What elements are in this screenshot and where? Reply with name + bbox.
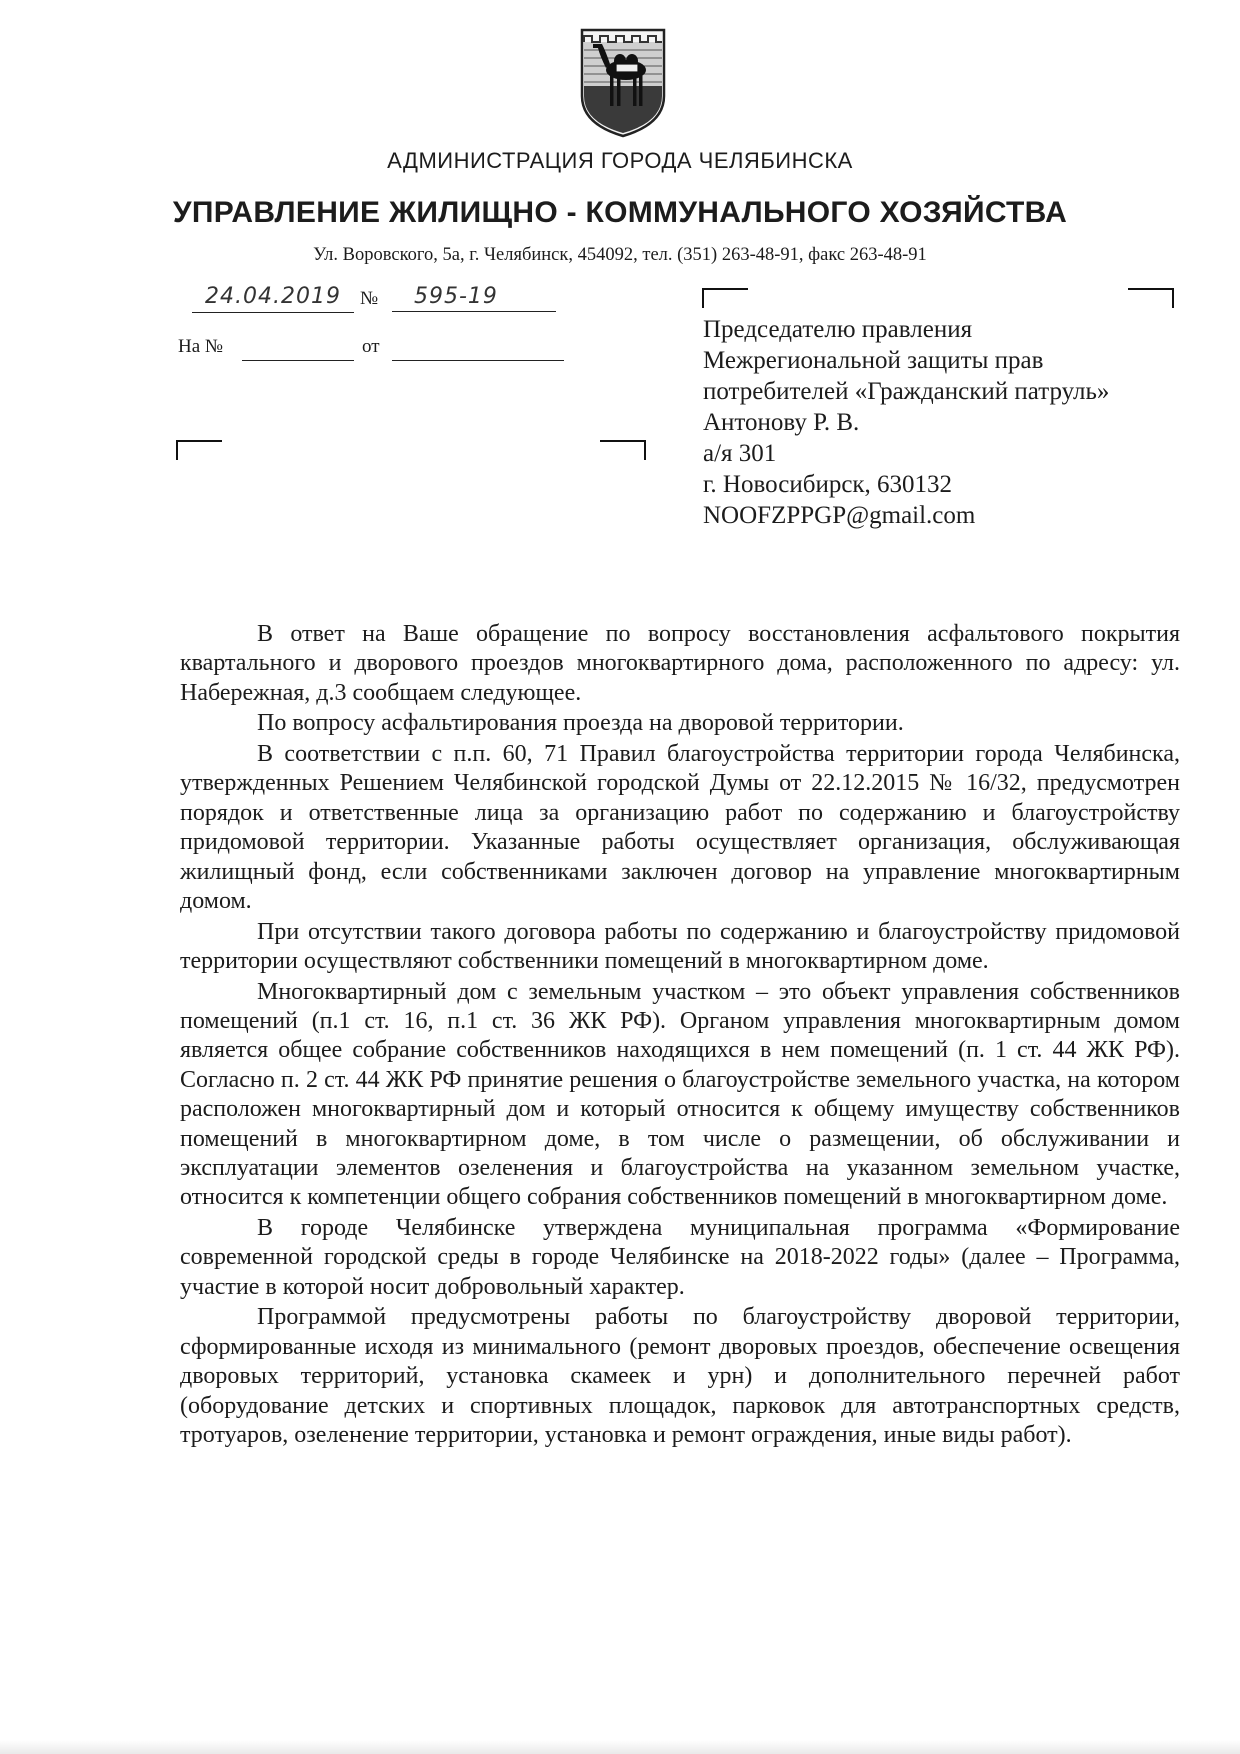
addressee-corner-right (1128, 288, 1174, 308)
addressee-line: г. Новосибирск, 630132 (703, 471, 953, 498)
department-address: Ул. Воровского, 5а, г. Челябинск, 454092, тел. (351) 263-48-91, факс 263-48-91 (313, 245, 927, 265)
body-paragraph: По вопросу асфальтирования проезда на дворовой территории. (257, 710, 904, 737)
left-block-corner-left (176, 440, 222, 460)
department-name: УПРАВЛЕНИЕ ЖИЛИЩНО - КОММУНАЛЬНОГО ХОЗЯЙСТВА (172, 196, 1068, 229)
outgoing-date: 24.04.2019 (192, 282, 354, 313)
addressee-line: Межрегиональной защиты прав (703, 347, 1044, 374)
body-paragraph: В ответ на Ваше обращение по вопросу восстановления асфальтового покрытия квартального и дворового проездов многоквартирного дома, расположенного по адресу: ул. Набережная, д.3 сообщаем следующее. (180, 621, 1180, 706)
addressee-line: Председателю правления (703, 316, 973, 343)
outgoing-number: 595-19 (392, 282, 556, 312)
addressee-corner-left (702, 288, 748, 308)
body-paragraph: При отсутствии такого договора работы по содержанию и благоустройству придомовой территории осуществляют собственники помещений в многоквартирном доме. (180, 918, 1180, 975)
body-paragraph: Многоквартирный дом с земельным участком – это объект управления собственников помещений (п.1 ст. 16, п.1 ст. 36 ЖК РФ). Органом управления многоквартирным домом является общее собрание собственников находящихся в нем помещений (п. 1 ст. 44 ЖК РФ). Согласно п. 2 ст. 44 ЖК РФ принятие решения о благоустройстве земельного участка, на котором расположен многоквартирный дом и который относится к общему имуществу собственников помещений в многоквартирном доме, в том числе о размещении, об обслуживании и эксплуатации элементов озеленения и благоустройства на указанном земельном участке, относится к компетенции общего собрания собственников помещений в многоквартирном доме. (180, 978, 1180, 1211)
reference-number-line (242, 360, 354, 361)
body-paragraph: В соответствии с п.п. 60, 71 Правил благоустройства территории города Челябинска, утвержденных Решением Челябинской городской Думы от 22.12.2015 № 16/32, предусмотрен порядок и ответственные лица за организацию работ по содержанию и благоустройству придомовой территории. Указанные работы осуществляет организация, обслуживающая жилищный фонд, если собственниками заключен договор на управление многоквартирным домом. (180, 741, 1180, 915)
scan-edge (0, 1740, 1240, 1754)
body-paragraph: Программой предусмотрены работы по благоустройству дворовой территории, сформированные исходя из минимального (ремонт дворовых проездов, обеспечение освещения дворовых территорий, установка скамеек и урн) и дополнительного перечней работ (оборудование детских и спортивных площадок, парковок для автотранспортных средств, тротуаров, озеленение территории, установка и ремонт ограждения, иные виды работ). (180, 1304, 1180, 1449)
reference-number-label: На № (178, 336, 224, 357)
addressee-email: NOOFZPPGP@gmail.com (703, 502, 976, 529)
coat-of-arms-icon (578, 26, 668, 138)
reference-date-line (392, 360, 564, 361)
addressee-line: потребителей «Гражданский патруль» (703, 378, 1110, 405)
number-sign-label: № (360, 288, 379, 309)
addressee-line: а/я 301 (703, 440, 777, 467)
reference-date-label: от (362, 336, 380, 357)
letter-body (180, 620, 1180, 1452)
addressee-block (703, 314, 1223, 531)
administration-name: АДМИНИСТРАЦИЯ ГОРОДА ЧЕЛЯБИНСКА (387, 148, 853, 173)
left-block-corner-right (600, 440, 646, 460)
body-paragraph: В городе Челябинске утверждена муниципальная программа «Формирование современной городской среды в городе Челябинске на 2018-2022 годы» (далее – Программа, участие в которой носит добровольный характер. (180, 1215, 1180, 1300)
addressee-line: Антонову Р. В. (703, 409, 860, 436)
